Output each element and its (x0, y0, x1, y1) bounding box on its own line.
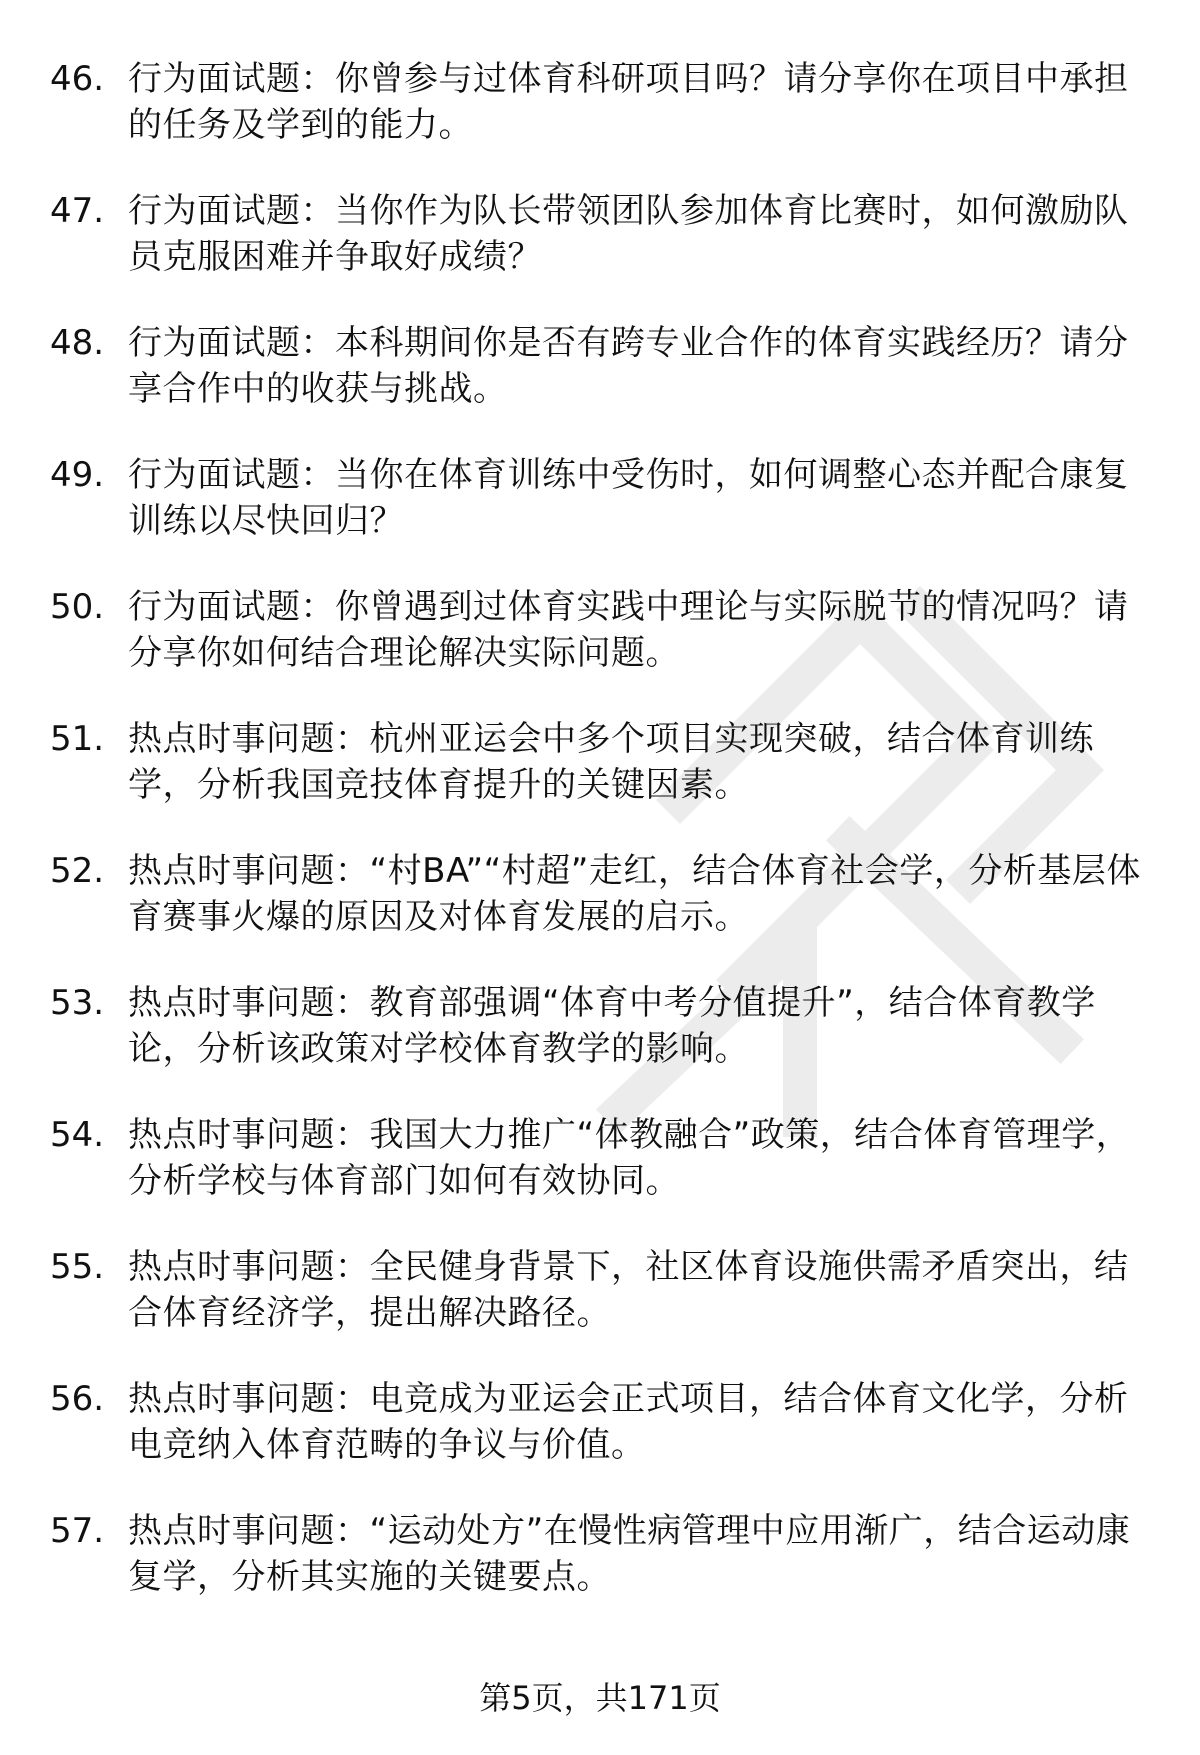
question-number: 53. (50, 983, 105, 1023)
question-item (50, 1112, 1150, 1244)
question-item (50, 1376, 1150, 1508)
question-text: 热点时事问题：教育部强调“体育中考分值提升”，结合体育教学论，分析该政策对学校体育教学的影响。 (128, 983, 1096, 1069)
question-item (50, 188, 1150, 320)
question-number: 46. (50, 59, 105, 99)
question-text: 热点时事问题：杭州亚运会中多个项目实现突破，结合体育训练学，分析我国竞技体育提升的关键因素。 (128, 719, 1094, 805)
question-text: 热点时事问题：电竞成为亚运会正式项目，结合体育文化学，分析电竞纳入体育范畴的争议与价值。 (128, 1379, 1129, 1465)
question-text: 行为面试题：你曾参与过体育科研项目吗？请分享你在项目中承担的任务及学到的能力。 (128, 59, 1129, 145)
question-item (50, 1244, 1150, 1376)
question-number: 56. (50, 1379, 105, 1419)
question-item (50, 452, 1150, 584)
question-number: 57. (50, 1511, 105, 1551)
question-text: 行为面试题：当你在体育训练中受伤时，如何调整心态并配合康复训练以尽快回归？ (128, 455, 1129, 541)
question-number: 54. (50, 1115, 105, 1155)
question-item (50, 1508, 1150, 1640)
question-number: 55. (50, 1247, 105, 1287)
question-text: 行为面试题：你曾遇到过体育实践中理论与实际脱节的情况吗？请分享你如何结合理论解决实际问题。 (128, 587, 1129, 673)
question-item (50, 848, 1150, 980)
question-text: 热点时事问题：全民健身背景下，社区体育设施供需矛盾突出，结合体育经济学，提出解决路径。 (128, 1247, 1129, 1333)
question-number: 49. (50, 455, 105, 495)
question-list (50, 56, 1150, 1640)
question-text: 行为面试题：本科期间你是否有跨专业合作的体育实践经历？请分享合作中的收获与挑战。 (128, 323, 1129, 409)
question-number: 50. (50, 587, 105, 627)
question-item (50, 320, 1150, 452)
question-item (50, 716, 1150, 848)
question-item (50, 56, 1150, 188)
question-item (50, 980, 1150, 1112)
question-number: 47. (50, 191, 105, 231)
page-footer: 第5页，共171页 (479, 1679, 721, 1717)
question-number: 52. (50, 851, 105, 891)
question-text: 热点时事问题：“村BA”“村超”走红，结合体育社会学，分析基层体育赛事火爆的原因及对体育发展的启示。 (128, 851, 1141, 937)
question-number: 48. (50, 323, 105, 363)
question-text: 行为面试题：当你作为队长带领团队参加体育比赛时，如何激励队员克服困难并争取好成绩？ (128, 191, 1129, 277)
question-text: 热点时事问题：“运动处方”在慢性病管理中应用渐广，结合运动康复学，分析其实施的关键要点。 (128, 1511, 1131, 1597)
question-item (50, 584, 1150, 716)
question-number: 51. (50, 719, 105, 759)
question-text: 热点时事问题：我国大力推广“体教融合”政策，结合体育管理学，分析学校与体育部门如何有效协同。 (128, 1115, 1131, 1201)
